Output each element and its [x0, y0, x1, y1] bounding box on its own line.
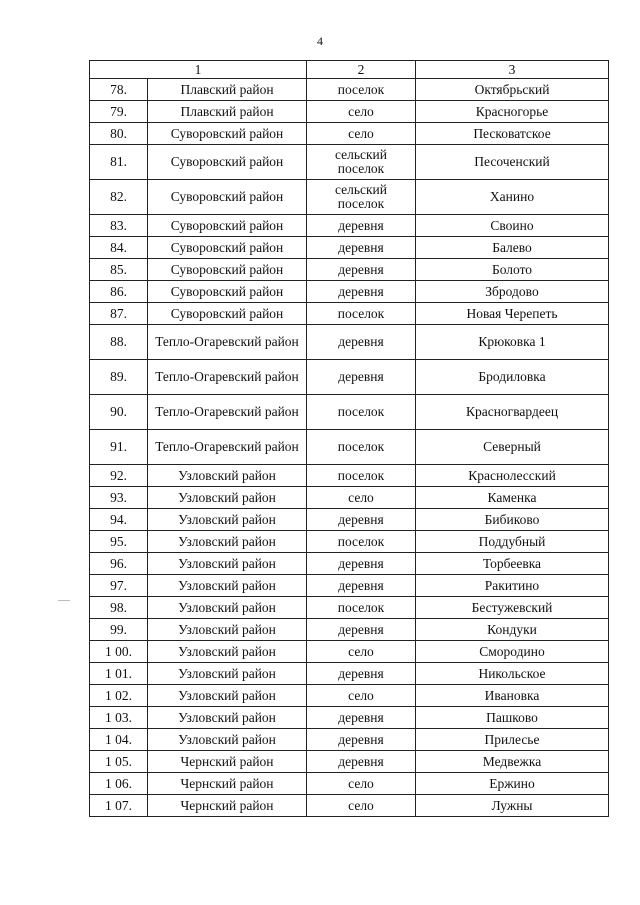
district-cell: Суворовский район — [148, 145, 307, 180]
table-header-row — [90, 61, 609, 79]
table-row — [90, 101, 609, 123]
district-cell: Чернский район — [148, 773, 307, 795]
settlement-name-cell: Красногвардеец — [416, 395, 609, 430]
district-cell: Узловский район — [148, 509, 307, 531]
settlement-name-cell: Балево — [416, 237, 609, 259]
settlement-type-cell: село — [307, 795, 416, 817]
row-number: 1 02. — [90, 685, 148, 707]
settlement-type-cell: деревня — [307, 237, 416, 259]
header-col-1: 1 — [90, 61, 307, 79]
district-cell: Узловский район — [148, 685, 307, 707]
settlement-name-cell: Торбеевка — [416, 553, 609, 575]
settlement-type-cell: село — [307, 641, 416, 663]
row-number: 1 01. — [90, 663, 148, 685]
settlement-name-cell: Бродиловка — [416, 360, 609, 395]
settlement-name-cell: Песковатское — [416, 123, 609, 145]
page-number: 4 — [317, 34, 323, 48]
row-number: 84. — [90, 237, 148, 259]
settlement-type-cell: село — [307, 101, 416, 123]
settlement-name-cell: Каменка — [416, 487, 609, 509]
district-cell: Тепло-Огаревский район — [148, 360, 307, 395]
row-number: 88. — [90, 325, 148, 360]
settlements-table — [89, 60, 609, 817]
settlement-name-cell: Песоченский — [416, 145, 609, 180]
table-row — [90, 145, 609, 180]
row-number: 1 06. — [90, 773, 148, 795]
row-number: 1 03. — [90, 707, 148, 729]
district-cell: Чернский район — [148, 751, 307, 773]
district-cell: Узловский район — [148, 531, 307, 553]
district-cell: Узловский район — [148, 663, 307, 685]
settlement-name-cell: Бибиково — [416, 509, 609, 531]
district-cell: Узловский район — [148, 619, 307, 641]
settlement-name-cell: Ивановка — [416, 685, 609, 707]
settlement-name-cell: Болото — [416, 259, 609, 281]
district-cell: Тепло-Огаревский район — [148, 325, 307, 360]
district-cell: Тепло-Огаревский район — [148, 395, 307, 430]
district-cell: Суворовский район — [148, 215, 307, 237]
table-row — [90, 259, 609, 281]
table-row — [90, 325, 609, 360]
settlement-name-cell: Крюковка 1 — [416, 325, 609, 360]
settlement-type-cell: деревня — [307, 509, 416, 531]
table-row — [90, 487, 609, 509]
district-cell: Узловский район — [148, 553, 307, 575]
row-number: 82. — [90, 180, 148, 215]
district-cell: Узловский район — [148, 707, 307, 729]
district-cell: Тепло-Огаревский район — [148, 430, 307, 465]
settlement-name-cell: Никольское — [416, 663, 609, 685]
row-number: 93. — [90, 487, 148, 509]
settlement-name-cell: Ержино — [416, 773, 609, 795]
table-row — [90, 751, 609, 773]
settlement-type-cell: поселок — [307, 465, 416, 487]
table-row — [90, 180, 609, 215]
settlement-type-cell: поселок — [307, 303, 416, 325]
table-row — [90, 773, 609, 795]
district-cell: Чернский район — [148, 795, 307, 817]
margin-mark — [58, 600, 70, 601]
settlement-type-cell: деревня — [307, 729, 416, 751]
table-row — [90, 619, 609, 641]
settlement-name-cell: Збродово — [416, 281, 609, 303]
settlement-name-cell: Новая Черепеть — [416, 303, 609, 325]
settlement-type-cell: поселок — [307, 531, 416, 553]
settlement-type-cell: поселок — [307, 79, 416, 101]
settlement-name-cell: Кондуки — [416, 619, 609, 641]
district-cell: Суворовский район — [148, 259, 307, 281]
row-number: 1 05. — [90, 751, 148, 773]
settlement-type-cell: деревня — [307, 360, 416, 395]
settlement-type-cell: поселок — [307, 395, 416, 430]
district-cell: Узловский район — [148, 597, 307, 619]
settlement-name-cell: Ханино — [416, 180, 609, 215]
row-number: 97. — [90, 575, 148, 597]
table-row — [90, 215, 609, 237]
district-cell: Узловский район — [148, 465, 307, 487]
table-row — [90, 707, 609, 729]
table-row — [90, 575, 609, 597]
row-number: 91. — [90, 430, 148, 465]
district-cell: Узловский район — [148, 487, 307, 509]
settlement-name-cell: Своино — [416, 215, 609, 237]
district-cell: Суворовский район — [148, 180, 307, 215]
table-row — [90, 553, 609, 575]
settlement-type-cell: деревня — [307, 215, 416, 237]
settlement-type-cell: деревня — [307, 281, 416, 303]
settlement-type-cell: село — [307, 123, 416, 145]
row-number: 80. — [90, 123, 148, 145]
settlement-name-cell: Поддубный — [416, 531, 609, 553]
row-number: 99. — [90, 619, 148, 641]
row-number: 1 00. — [90, 641, 148, 663]
row-number: 92. — [90, 465, 148, 487]
table-row — [90, 795, 609, 817]
table-row — [90, 303, 609, 325]
row-number: 79. — [90, 101, 148, 123]
district-cell: Суворовский район — [148, 237, 307, 259]
settlement-type-cell: село — [307, 685, 416, 707]
settlement-name-cell: Бестужевский — [416, 597, 609, 619]
district-cell: Суворовский район — [148, 123, 307, 145]
table-row — [90, 123, 609, 145]
table-row — [90, 430, 609, 465]
header-col-3: 3 — [416, 61, 609, 79]
settlement-name-cell: Медвежка — [416, 751, 609, 773]
settlement-name-cell: Пашково — [416, 707, 609, 729]
table-row — [90, 395, 609, 430]
table-row — [90, 663, 609, 685]
row-number: 83. — [90, 215, 148, 237]
table-body — [90, 79, 609, 817]
row-number: 94. — [90, 509, 148, 531]
table-row — [90, 531, 609, 553]
settlement-name-cell: Красногорье — [416, 101, 609, 123]
row-number: 95. — [90, 531, 148, 553]
row-number: 81. — [90, 145, 148, 180]
row-number: 78. — [90, 79, 148, 101]
table-row — [90, 597, 609, 619]
settlement-name-cell: Северный — [416, 430, 609, 465]
settlement-name-cell: Ракитино — [416, 575, 609, 597]
district-cell: Суворовский район — [148, 281, 307, 303]
settlement-type-cell: деревня — [307, 553, 416, 575]
district-cell: Узловский район — [148, 641, 307, 663]
settlement-name-cell: Прилесье — [416, 729, 609, 751]
settlement-type-cell: сельский поселок — [307, 180, 416, 215]
row-number: 87. — [90, 303, 148, 325]
row-number: 86. — [90, 281, 148, 303]
settlement-type-cell: деревня — [307, 259, 416, 281]
settlement-type-cell: село — [307, 773, 416, 795]
settlement-type-cell: село — [307, 487, 416, 509]
district-cell: Плавский район — [148, 79, 307, 101]
table-row — [90, 729, 609, 751]
table-row — [90, 79, 609, 101]
district-cell: Узловский район — [148, 575, 307, 597]
row-number: 1 07. — [90, 795, 148, 817]
row-number: 89. — [90, 360, 148, 395]
settlement-type-cell: поселок — [307, 597, 416, 619]
header-col-2: 2 — [307, 61, 416, 79]
district-cell: Плавский район — [148, 101, 307, 123]
row-number: 1 04. — [90, 729, 148, 751]
table-row — [90, 509, 609, 531]
settlement-type-cell: сельский поселок — [307, 145, 416, 180]
settlement-type-cell: деревня — [307, 707, 416, 729]
row-number: 98. — [90, 597, 148, 619]
settlement-type-cell: деревня — [307, 575, 416, 597]
row-number: 85. — [90, 259, 148, 281]
table-row — [90, 360, 609, 395]
table-row — [90, 465, 609, 487]
settlement-type-cell: деревня — [307, 751, 416, 773]
settlement-type-cell: поселок — [307, 430, 416, 465]
settlement-type-cell: деревня — [307, 663, 416, 685]
row-number: 96. — [90, 553, 148, 575]
settlement-type-cell: деревня — [307, 619, 416, 641]
table-row — [90, 641, 609, 663]
settlement-name-cell: Краснолесский — [416, 465, 609, 487]
row-number: 90. — [90, 395, 148, 430]
district-cell: Узловский район — [148, 729, 307, 751]
table-row — [90, 237, 609, 259]
settlement-name-cell: Октябрьский — [416, 79, 609, 101]
district-cell: Суворовский район — [148, 303, 307, 325]
table-row — [90, 685, 609, 707]
table-row — [90, 281, 609, 303]
settlement-name-cell: Смородино — [416, 641, 609, 663]
settlement-name-cell: Лужны — [416, 795, 609, 817]
settlement-type-cell: деревня — [307, 325, 416, 360]
